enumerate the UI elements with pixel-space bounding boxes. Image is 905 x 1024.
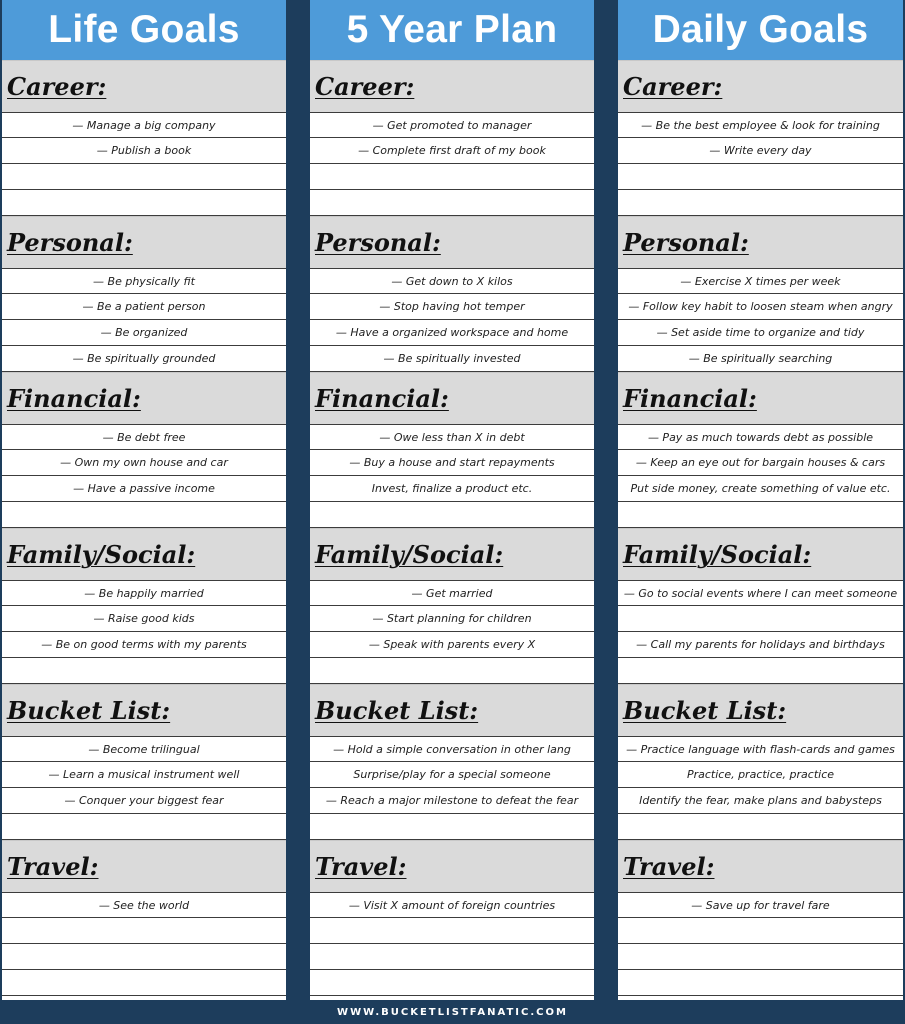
footer-website: WWW.BUCKETLISTFANATIC.COM — [337, 1006, 568, 1018]
goal-line: — Speak with parents every X — [310, 632, 594, 658]
section-title: Bucket List: — [623, 696, 787, 725]
section-financial — [2, 372, 286, 528]
goal-line — [2, 502, 286, 528]
column-title: 5 Year Plan — [310, 0, 594, 60]
goal-line: — Be on good terms with my parents — [2, 632, 286, 658]
goal-line — [2, 814, 286, 840]
column-daily-goals — [618, 0, 903, 1000]
goal-line: — Exercise X times per week — [618, 268, 903, 294]
goal-line: — Keep an eye out for bargain houses & cars — [618, 450, 903, 476]
goal-line — [2, 658, 286, 684]
section-career — [618, 60, 903, 216]
goal-line: — Save up for travel fare — [618, 892, 903, 918]
section-title: Career: — [315, 72, 415, 101]
goal-line — [618, 606, 903, 632]
goal-line: — Be physically fit — [2, 268, 286, 294]
goal-line: — See the world — [2, 892, 286, 918]
goal-line — [618, 164, 903, 190]
section-bucket-list — [2, 684, 286, 840]
goal-line: — Get married — [310, 580, 594, 606]
column-title: Life Goals — [2, 0, 286, 60]
section-travel — [2, 840, 286, 996]
goal-line — [310, 190, 594, 216]
goal-line: — Be spiritually searching — [618, 346, 903, 372]
goal-line — [2, 190, 286, 216]
section-title: Travel: — [7, 852, 99, 881]
goal-line — [2, 918, 286, 944]
goal-line: — Call my parents for holidays and birthdays — [618, 632, 903, 658]
goal-line: — Have a organized workspace and home — [310, 320, 594, 346]
goal-line: Invest, finalize a product etc. — [310, 476, 594, 502]
section-title: Financial: — [7, 384, 141, 413]
goal-line: — Go to social events where I can meet someone — [618, 580, 903, 606]
goal-line: — Become trilingual — [2, 736, 286, 762]
goal-line: — Follow key habit to loosen steam when angry — [618, 294, 903, 320]
section-travel — [310, 840, 594, 996]
goal-line: — Manage a big company — [2, 112, 286, 138]
section-title: Family/Social: — [623, 540, 812, 569]
section-personal — [2, 216, 286, 372]
goal-line — [618, 502, 903, 528]
goal-line — [618, 944, 903, 970]
section-family-social — [2, 528, 286, 684]
goal-line: — Set aside time to organize and tidy — [618, 320, 903, 346]
goal-line: — Be the best employee & look for training — [618, 112, 903, 138]
goal-line: — Hold a simple conversation in other lang — [310, 736, 594, 762]
section-title: Personal: — [7, 228, 133, 257]
section-title: Travel: — [315, 852, 407, 881]
section-personal — [310, 216, 594, 372]
goal-line — [618, 190, 903, 216]
goal-line: — Stop having hot temper — [310, 294, 594, 320]
section-title: Personal: — [315, 228, 441, 257]
goal-line — [2, 970, 286, 996]
section-family-social — [310, 528, 594, 684]
goal-line: — Be organized — [2, 320, 286, 346]
goal-line — [310, 502, 594, 528]
section-financial — [618, 372, 903, 528]
goal-line: — Conquer your biggest fear — [2, 788, 286, 814]
goal-line: — Be spiritually grounded — [2, 346, 286, 372]
goal-line: Identify the fear, make plans and babysteps — [618, 788, 903, 814]
section-title: Travel: — [623, 852, 715, 881]
section-career — [2, 60, 286, 216]
section-travel — [618, 840, 903, 996]
goal-line: — Be spiritually invested — [310, 346, 594, 372]
goal-line — [2, 944, 286, 970]
goal-line: — Write every day — [618, 138, 903, 164]
section-career — [310, 60, 594, 216]
goal-line — [618, 814, 903, 840]
goal-line: — Be a patient person — [2, 294, 286, 320]
section-bucket-list — [310, 684, 594, 840]
goal-line: — Buy a house and start repayments — [310, 450, 594, 476]
goal-line: — Start planning for children — [310, 606, 594, 632]
section-title: Bucket List: — [315, 696, 479, 725]
goal-line: — Complete first draft of my book — [310, 138, 594, 164]
column-title: Daily Goals — [618, 0, 903, 60]
goal-line: — Get down to X kilos — [310, 268, 594, 294]
section-title: Career: — [623, 72, 723, 101]
goal-line: Put side money, create something of value etc. — [618, 476, 903, 502]
goal-line: — Raise good kids — [2, 606, 286, 632]
section-title: Financial: — [623, 384, 757, 413]
goal-line — [310, 814, 594, 840]
section-title: Family/Social: — [315, 540, 504, 569]
goal-line: — Reach a major milestone to defeat the fear — [310, 788, 594, 814]
goal-line — [310, 970, 594, 996]
column-life-goals — [2, 0, 286, 1000]
section-financial — [310, 372, 594, 528]
goal-line — [2, 164, 286, 190]
section-title: Career: — [7, 72, 107, 101]
section-family-social — [618, 528, 903, 684]
goal-line: — Get promoted to manager — [310, 112, 594, 138]
goal-line: — Practice language with flash-cards and games — [618, 736, 903, 762]
goal-line: — Be happily married — [2, 580, 286, 606]
goal-line — [310, 164, 594, 190]
goal-line: — Own my own house and car — [2, 450, 286, 476]
goal-line: — Owe less than X in debt — [310, 424, 594, 450]
goal-line — [310, 944, 594, 970]
goal-line: — Visit X amount of foreign countries — [310, 892, 594, 918]
goal-line: — Publish a book — [2, 138, 286, 164]
section-title: Bucket List: — [7, 696, 171, 725]
goal-line: — Have a passive income — [2, 476, 286, 502]
goal-line — [310, 918, 594, 944]
goal-line: Practice, practice, practice — [618, 762, 903, 788]
goal-line: — Pay as much towards debt as possible — [618, 424, 903, 450]
goal-line — [618, 658, 903, 684]
section-title: Financial: — [315, 384, 449, 413]
goal-line: — Be debt free — [2, 424, 286, 450]
section-bucket-list — [618, 684, 903, 840]
section-title: Family/Social: — [7, 540, 196, 569]
goal-line: Surprise/play for a special someone — [310, 762, 594, 788]
goal-line: — Learn a musical instrument well — [2, 762, 286, 788]
column-5-year-plan — [310, 0, 594, 1000]
goal-line — [618, 918, 903, 944]
goal-line — [310, 658, 594, 684]
goal-line — [618, 970, 903, 996]
section-personal — [618, 216, 903, 372]
section-title: Personal: — [623, 228, 749, 257]
